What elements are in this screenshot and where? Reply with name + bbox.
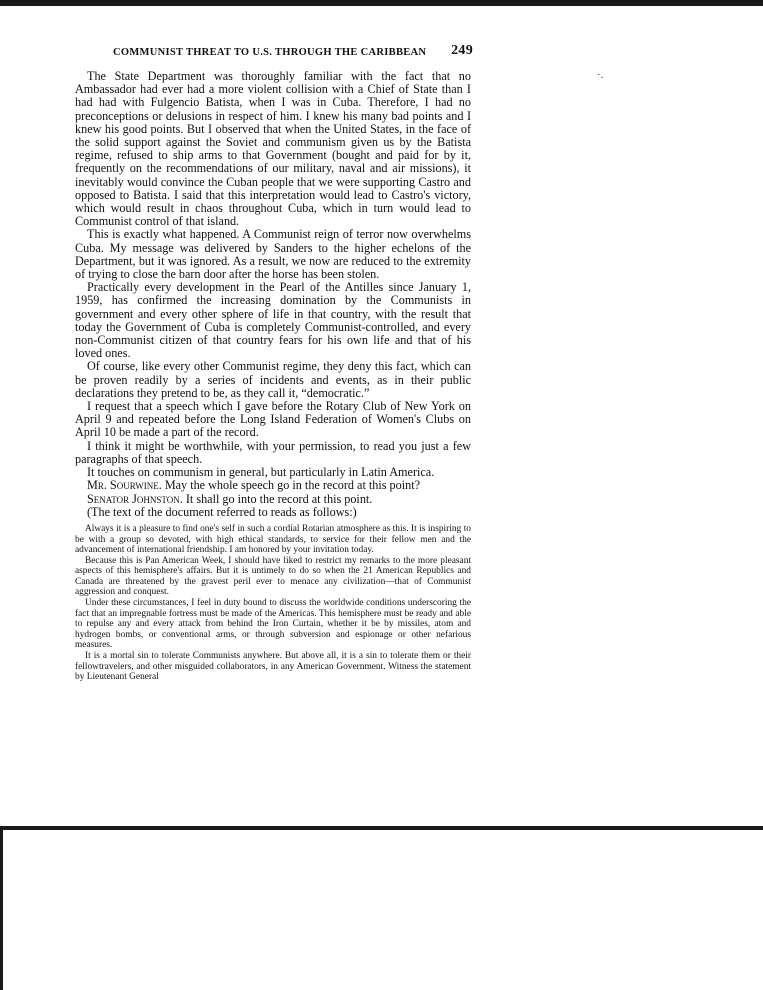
body-paragraph-6: I think it might be worthwhile, with your permission, to read you just a few paragraphs of that speech. xyxy=(75,438,471,466)
body-paragraph-7: It touches on communism in general, but particularly in Latin America. xyxy=(87,465,435,480)
body-paragraph-2: This is exactly what happened. A Communist reign of terror now overwhelms Cuba. My message was delivered by Sanders to the higher echelons of the Department, but it was ignored. As a result, we now are reduced to the extremity of trying to close the barn door after the horse has been stolen. xyxy=(75,227,471,282)
speaker-sourwine: Mr. Sourwine. xyxy=(87,478,162,493)
body-paragraph-3: Practically every development in the Pearl of the Antilles since January 1, 1959, has confirmed the increasing domination by the Communists in government and every other sphere of life in that country, with the result that today the Government of Cuba is completely Communist-controlled, and every non-Communist citizen of that country fears for his own life and that of his loved ones. xyxy=(75,280,471,361)
testimony-sourwine-text: May the whole speech go in the record at this point? xyxy=(161,478,421,493)
running-head-title: COMMUNIST THREAT TO U.S. THROUGH THE CARIBBEAN xyxy=(113,47,427,58)
running-head xyxy=(113,44,473,60)
extract-paragraph-1: Always it is a pleasure to find one's self in such a cordial Rotarian atmosphere as this. It is inspiring to be with a group so devoted, with high ethical standards, to service for their fellow men and the advancement of international friendship. I am honored by your invitation today. xyxy=(75,523,471,556)
body-paragraph-1: The State Department was thoroughly familiar with the fact that no Ambassador had ever had a more violent collision with a Chief of State than I had had with Fulgencio Batista, when I was in Cuba. Therefore, I had no preconceptions or delusions in respect of him. I knew his many bad points and I knew his good points. But I observed that when the United States, in the face of the solid support against the Soviet and communism given us by the Batista regime, refused to ship arms to that Government (bought and paid for by it, frequently on the recommendations of our military, naval and air missions), it inevitably would convince the Cuban people that we were supporting Castro and opposed to Batista. I said that this interpretation would lead to Castro's victory, which would result in chaos throughout Cuba, which in turn would lead to Communist control of that island. xyxy=(75,69,471,229)
page-number: 249 xyxy=(451,43,473,58)
testimony-johnston xyxy=(75,493,471,506)
extract-paragraph-4: It is a mortal sin to tolerate Communists anywhere. But above all, it is a sin to tolerate them or their fellowtravelers, and other misguided collaborators, in any American Government. Witness the statement by Lieutenant General xyxy=(75,651,471,683)
body-paragraph-4: Of course, like every other Communist regime, they deny this fact, which can be proven readily by a series of incidents and events, as in their public declarations they pretend to be, as they call it, “democratic.” xyxy=(75,359,471,400)
scan-top-edge xyxy=(0,0,763,6)
testimony-johnston-text: It shall go into the record at this point. xyxy=(182,491,373,506)
scan-bottom-edge xyxy=(0,826,763,830)
document-intro: (The text of the document referred to reads as follows:) xyxy=(87,504,357,519)
speaker-johnston: Senator Johnston. xyxy=(87,491,183,506)
extract-paragraph-3: Under these circumstances, I feel in duty bound to discuss the worldwide conditions underscoring the fact that an impregnable fortress must be made of the Americas. This hemisphere must be ready and able to repulse any and every attack from behind the Iron Curtain, whether it be by missiles, atom and hydrogen bombs, or conventional arms, or through subversion and espionage or other nefarious measures. xyxy=(75,598,471,651)
body-paragraph-5: I request that a speech which I gave before the Rotary Club of New York on April 9 and repeated before the Long Island Federation of Women's Clubs on April 10 be made a part of the record. xyxy=(75,399,471,440)
scan-left-edge xyxy=(0,826,3,990)
scan-speck-mark: ·. xyxy=(597,69,604,81)
extract-paragraph-2: Because this is Pan American Week, I should have liked to restrict my remarks to the more pleasant aspects of this hemisphere's affairs. But it is untimely to do so when the 21 American Republics and Canada are threatened by the gravest peril ever to menace any civilization—that of Communist aggression and conquest. xyxy=(75,555,471,598)
page-body xyxy=(75,70,471,683)
speech-extract xyxy=(75,524,471,683)
